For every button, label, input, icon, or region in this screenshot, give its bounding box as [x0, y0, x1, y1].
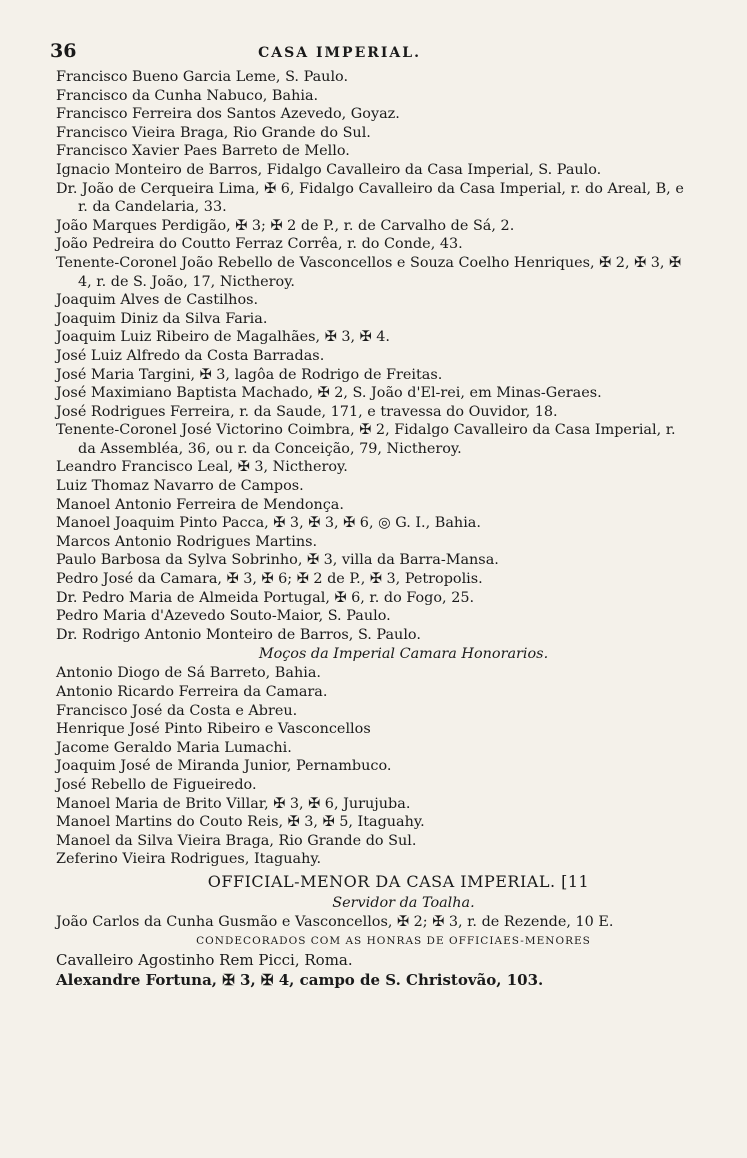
list-item: Leandro Francisco Leal, ✠ 3, Nictheroy.: [56, 459, 348, 476]
list-item: Zeferino Vieira Rodrigues, Itaguahy.: [56, 851, 322, 868]
list-item: Francisco da Cunha Nabuco, Bahia.: [56, 87, 319, 104]
page-header: [50, 40, 691, 62]
list-item: Francisco José da Costa e Abreu.: [56, 702, 298, 719]
list-item: Paulo Barbosa da Sylva Sobrinho, ✠ 3, villa da Barra-Mansa.: [56, 552, 499, 569]
list-item: Manoel Joaquim Pinto Pacca, ✠ 3, ✠ 3, ✠ 6, ◎ G. I., Bahia.: [56, 515, 481, 532]
condecorados-heading: CONDECORADOS COM AS HONRAS DE OFFICIAES-MENORES: [196, 934, 591, 947]
list-item: Joaquim Diniz da Silva Faria.: [56, 310, 268, 327]
list-item: Manoel Antonio Ferreira de Mendonça.: [56, 496, 344, 513]
list-item: Jacome Geraldo Maria Lumachi.: [56, 739, 292, 756]
list-item: Joaquim Alves de Castilhos.: [56, 292, 259, 309]
list-item: Francisco Xavier Paes Barreto de Mello.: [56, 143, 350, 160]
list-item: João Carlos da Cunha Gusmão e Vasconcellos, ✠ 2; ✠ 3, r. de Rezende, 10 E.: [56, 913, 614, 930]
list-item: Antonio Ricardo Ferreira da Camara.: [56, 684, 328, 700]
list-item: Dr. João de Cerqueira Lima, ✠ 6, Fidalgo Cavalleiro da Casa Imperial, r. do Areal, B, e r. da Candelaria, 33.: [56, 180, 684, 216]
list-item: Cavalleiro Agostinho Rem Picci, Roma.: [56, 950, 353, 969]
list-item: Dr. Rodrigo Antonio Monteiro de Barros, S. Paulo.: [56, 626, 421, 643]
page-number: 36: [50, 40, 77, 62]
subheading-mocos: Moços da Imperial Camara Honorarios.: [258, 646, 549, 663]
list-item: Francisco Ferreira dos Santos Azevedo, Goyaz.: [56, 106, 400, 123]
list-item: Tenente-Coronel João Rebello de Vasconcellos e Souza Coelho Henriques, ✠ 2, ✠ 3, ✠ 4, r. de S. João, 17, Nictheroy.: [56, 254, 682, 290]
list-item: Francisco Bueno Garcia Leme, S. Paulo.: [56, 69, 349, 85]
list-item: Manoel Martins do Couto Reis, ✠ 3, ✠ 5, Itaguahy.: [56, 814, 425, 831]
list-item: Pedro José da Camara, ✠ 3, ✠ 6; ✠ 2 de P., ✠ 3, Petropolis.: [56, 571, 483, 588]
list-item: Luiz Thomaz Navarro de Campos.: [56, 478, 304, 495]
entries-list-a: [56, 68, 691, 644]
list-item: Joaquim Luiz Ribeiro de Magalhães, ✠ 3, ✠ 4.: [56, 329, 390, 346]
list-item: Dr. Pedro Maria de Almeida Portugal, ✠ 6, r. do Fogo, 25.: [56, 589, 475, 606]
list-item: Joaquim José de Miranda Junior, Pernambuco.: [56, 758, 392, 775]
subheading-servidor: Servidor da Toalha.: [332, 894, 475, 911]
list-item: João Marques Perdigão, ✠ 3; ✠ 2 de P., r. de Carvalho de Sá, 2.: [56, 217, 515, 234]
list-item: José Rebello de Figueiredo.: [56, 776, 257, 793]
list-item: José Maria Targini, ✠ 3, lagôa de Rodrigo de Freitas.: [56, 366, 443, 383]
list-item: Pedro Maria d'Azevedo Souto-Maior, S. Paulo.: [56, 608, 391, 625]
list-item: Francisco Vieira Braga, Rio Grande do Sul.: [56, 124, 371, 141]
list-item: Henrique José Pinto Ribeiro e Vasconcellos: [56, 721, 371, 738]
entries-list-b: [56, 664, 691, 869]
list-item: Ignacio Monteiro de Barros, Fidalgo Cavalleiro da Casa Imperial, S. Paulo.: [56, 161, 602, 178]
list-item: Tenente-Coronel José Victorino Coimbra, ✠ 2, Fidalgo Cavalleiro da Casa Imperial, r. da Assembléa, 36, ou r. da Conceição, 79, Nictheroy.: [56, 422, 676, 457]
list-item: Manoel Maria de Brito Villar, ✠ 3, ✠ 6, Jurujuba.: [56, 795, 411, 812]
list-item: José Maximiano Baptista Machado, ✠ 2, S. João d'El-rei, em Minas-Geraes.: [56, 385, 602, 402]
list-item: Manoel da Silva Vieira Braga, Rio Grande do Sul.: [56, 832, 417, 849]
list-item: Antonio Diogo de Sá Barreto, Bahia.: [56, 665, 321, 682]
entries-list-servidor: [56, 913, 691, 932]
running-title: CASA IMPERIAL.: [258, 45, 421, 61]
list-item: Marcos Antonio Rodrigues Martins.: [56, 533, 318, 550]
list-item: José Rodrigues Ferreira, r. da Saude, 171, e travessa do Ouvidor, 18.: [56, 403, 558, 420]
entries-list-c: [56, 950, 691, 990]
list-item: João Pedreira do Coutto Ferraz Corrêa, r. do Conde, 43.: [56, 236, 463, 253]
list-item: José Luiz Alfredo da Costa Barradas.: [56, 347, 325, 364]
list-item: Alexandre Fortuna, ✠ 3, ✠ 4, campo de S. Christovão, 103.: [56, 970, 544, 989]
section-title: OFFICIAL-MENOR DA CASA IMPERIAL. [11: [207, 871, 590, 891]
